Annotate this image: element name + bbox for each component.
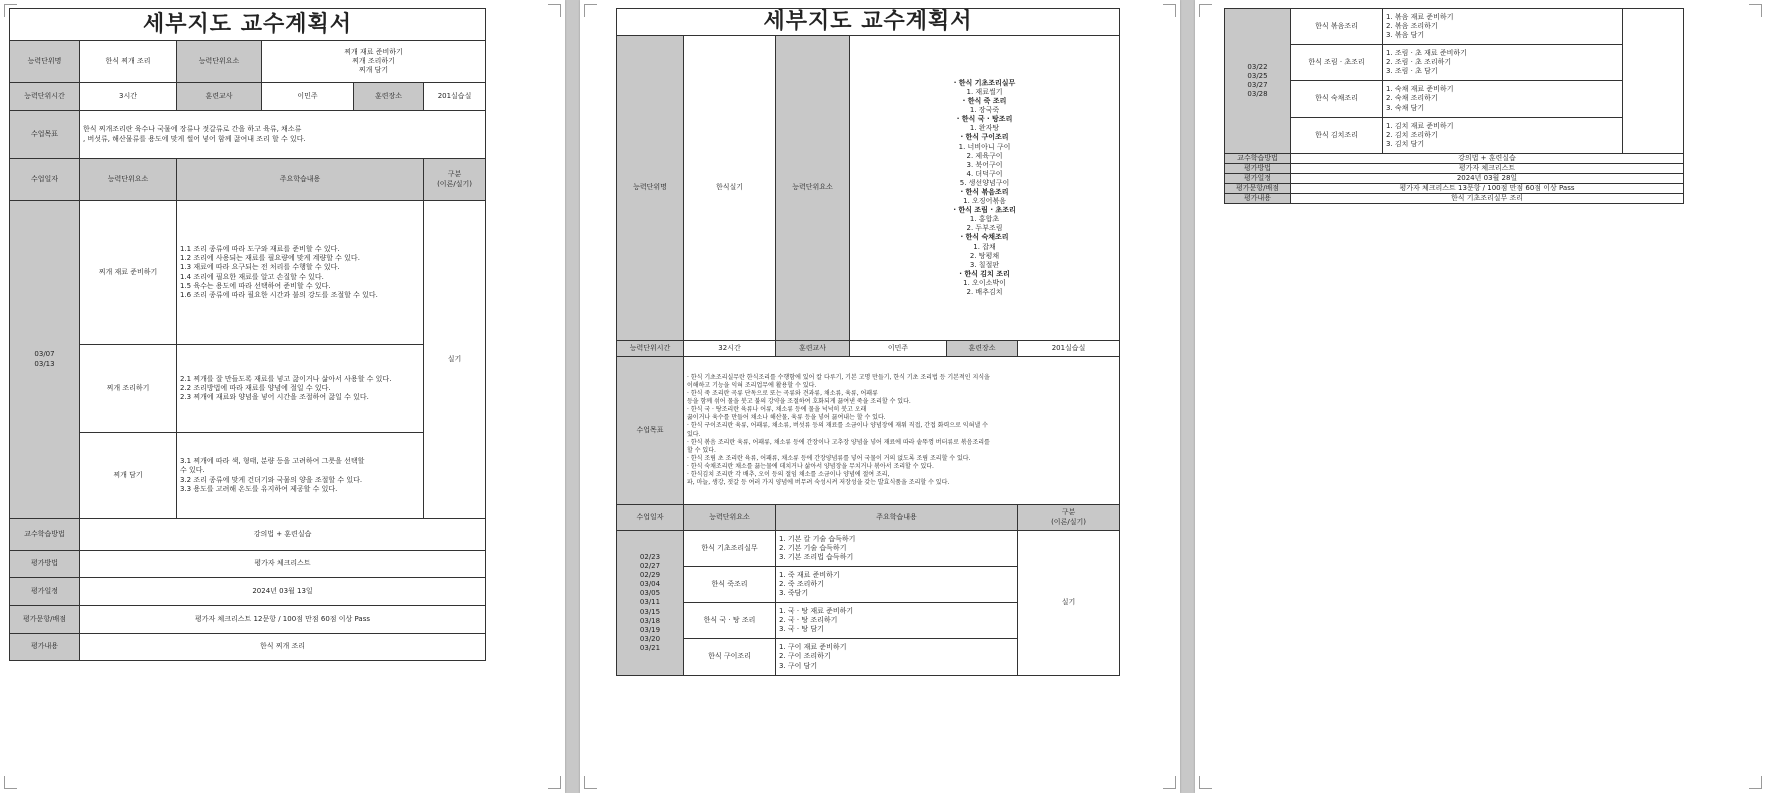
element-group-item: 1. 오이소박이 (963, 278, 1006, 287)
element-header: 능력단위요소 (684, 505, 776, 531)
date-list (10, 201, 80, 519)
content-line: 3.3 용도를 고려해 온도를 유지하여 제공할 수 있다. (180, 484, 338, 493)
method-value: 강의법 + 훈련실습 (1291, 154, 1684, 164)
eval-date-label: 평가일정 (10, 578, 80, 606)
hours-label: 능력단위시간 (617, 341, 684, 357)
content-line: 수 있다. (180, 466, 205, 475)
row-element: 찌개 재료 준비하기 (80, 201, 177, 345)
date-item: 03/25 (1247, 71, 1268, 80)
type-value: 실기 (424, 201, 486, 519)
goal-line: 할 수 있다. (687, 446, 716, 454)
content-line: 2. 숙채 조리하기 (1386, 94, 1438, 103)
row-element: 한식 기초조리실무 (684, 531, 776, 567)
element-group-item: 1. 너비아니 구이 (958, 142, 1011, 151)
eval-criteria-value: 평가자 체크리스트 12문항 / 100점 만점 60점 이상 Pass (80, 606, 486, 634)
element-group-heading: · 한식 볶음조리 (960, 188, 1009, 196)
date-item: 03/28 (1247, 90, 1268, 99)
date-item: 02/29 (639, 571, 661, 580)
place-label: 훈련장소 (947, 341, 1018, 357)
goal-line: 파, 마늘, 생강, 젓갈 등 여러 가지 양념에 버무려 숙성시켜 저장성을 갖는 발효식품을 조리할 수 있다. (687, 479, 950, 487)
eval-criteria-label: 평가문항/배점 (1225, 184, 1291, 194)
element-group-item: 2. 탕평채 (969, 251, 1000, 260)
element-group-heading: · 한식 숙채조리 (960, 233, 1009, 242)
element-group-heading: · 한식 기초조리실무 (953, 78, 1016, 87)
content-line: 2. 국 · 탕 조리하기 (779, 615, 838, 624)
row-element: 한식 국 · 탕 조리 (684, 603, 776, 639)
goal-line: · 한식김치 조리란 각 배추, 오이 등의 절임 채소를 소금이나 양념에 절여 조리, (687, 470, 890, 478)
goal-line: · 한식 조림 초 조리란 육류, 어패류, 채소류 등에 간장양념류를 넣어 국물이 거의 없도록 조림 조리할 수 있다. (687, 454, 971, 462)
row-content (1383, 9, 1623, 45)
goal-text (80, 111, 486, 159)
content-line: 2. 죽 조리하기 (779, 579, 824, 588)
element-group-item: 1. 잡채 (973, 242, 996, 251)
method-value: 강의법 + 훈련실습 (80, 519, 486, 551)
content-line: 2. 기본 기술 습득하기 (779, 543, 847, 552)
goal-line: 한식 찌개조리란 육수나 국물에 장류나 젓갈류로 간을 하고 육류, 채소류 (83, 125, 302, 134)
element-group-list (850, 36, 1120, 341)
eval-method-value: 평가자 체크리스트 (80, 551, 486, 578)
element-group-item: 2. 두부조림 (966, 224, 1003, 233)
content-line: 1. 김치 재료 준비하기 (1386, 121, 1454, 130)
page-corner-mark (4, 776, 17, 789)
page-corner-mark (548, 776, 561, 789)
row-element: 한식 조림 · 초조리 (1291, 45, 1383, 81)
method-label: 교수학습방법 (1225, 154, 1291, 164)
type-header: 구분 (이론/실기) (1018, 505, 1120, 531)
element-group-heading: · 한식 조림 · 초조리 (953, 206, 1016, 215)
content-line: 3. 국 · 탕 담기 (779, 625, 824, 634)
element-group-item: 1. 장국죽 (969, 106, 1000, 115)
element-item: 찌개 담기 (358, 66, 389, 75)
content-line: 3.2 조리 종류에 맞게 건더기와 국물의 양을 조절할 수 있다. (180, 475, 363, 484)
content-line: 1.3 재료에 따라 요구되는 전 처리를 수행할 수 있다. (180, 263, 340, 272)
element-group-item: 5. 생선양념구이 (959, 178, 1010, 187)
content-line: 1.5 육수는 용도에 따라 선택하여 준비할 수 있다. (180, 281, 331, 290)
eval-date-value: 2024년 03월 28일 (1291, 174, 1684, 184)
type-value: 실기 (1018, 531, 1120, 676)
element-item: 찌개 재료 준비하기 (344, 47, 403, 56)
page-corner-mark (1199, 4, 1212, 17)
date-item: 03/27 (1247, 81, 1268, 89)
row-content (177, 345, 424, 433)
lesson-plan-table (9, 8, 486, 661)
date-item: 03/20 (639, 634, 661, 643)
content-line: 1. 국 · 탕 재료 준비하기 (779, 606, 854, 615)
eval-date-label: 평가일정 (1225, 174, 1291, 184)
content-line: 3.1 찌개에 따라 색, 형태, 분량 등을 고려하여 그릇을 선택할 (180, 457, 365, 466)
date-item: 02/27 (639, 562, 661, 571)
element-header: 능력단위요소 (80, 159, 177, 201)
row-element: 한식 구이조리 (684, 639, 776, 676)
eval-method-label: 평가방법 (1225, 164, 1291, 174)
eval-content-label: 평가내용 (10, 634, 80, 661)
element-group-item: 4. 더덕구이 (966, 169, 1003, 178)
row-element: 한식 죽조리 (684, 567, 776, 603)
page-corner-mark (548, 4, 561, 17)
date-header: 수업일자 (10, 159, 80, 201)
page-corner-mark (1749, 776, 1762, 789)
goal-line: · 한식 구이조리란 육류, 어패류, 채소류, 버섯류 등의 재료를 소금이나 양념장에 재워 직접, 간접 화력으로 익혀낼 수 (687, 422, 988, 430)
eval-date-value: 2024년 03월 13일 (80, 578, 486, 606)
content-header: 주요학습내용 (177, 159, 424, 201)
document-page-3 (1195, 0, 1766, 793)
date-header: 수업일자 (617, 505, 684, 531)
content-line: 2. 구이 조리하기 (779, 652, 831, 661)
element-group-item: 2. 배추김치 (966, 288, 1003, 297)
eval-content-value: 한식 기초조리실무 조리 (1291, 194, 1684, 204)
page-corner-mark (1199, 776, 1212, 789)
content-header: 주요학습내용 (776, 505, 1018, 531)
type-value (1623, 9, 1684, 154)
place-value: 201실습실 (424, 83, 486, 111)
goal-text (684, 357, 1120, 505)
date-item: 02/23 (639, 552, 661, 561)
date-item: 03/15 (639, 607, 661, 616)
content-line: 1. 볶음 재료 준비하기 (1386, 12, 1454, 21)
lesson-plan-table (616, 8, 1120, 676)
date-item: 03/04 (639, 580, 661, 589)
goal-line: · 한식 국 · 탕조리란 육류나 어류, 채소류 등에 물을 넉넉히 붓고 오래 (687, 406, 867, 414)
row-element: 찌개 담기 (80, 433, 177, 519)
element-group-item: 3. 북어구이 (966, 160, 1003, 169)
document-title: 세부지도 교수계획서 (617, 9, 1120, 36)
content-line: 3. 김치 담기 (1386, 140, 1425, 149)
hours-value: 32시간 (684, 341, 776, 357)
eval-criteria-value: 평가자 체크리스트 13문항 / 100점 만점 60점 이상 Pass (1291, 184, 1684, 194)
content-line: 1. 구이 재료 준비하기 (779, 643, 847, 652)
document-title: 세부지도 교수계획서 (10, 9, 486, 41)
date-item: 03/05 (639, 589, 661, 598)
goal-line: · 한식 죽 조리란 곡류 단독으로 또는 곡류와 견과류, 채소류, 육류, 어패류 (687, 390, 878, 398)
unit-name-label: 능력단위명 (10, 41, 80, 83)
element-list (262, 41, 486, 83)
element-label: 능력단위요소 (776, 36, 850, 341)
content-line: 3. 구이 담기 (779, 661, 818, 670)
date-item: 03/07 (34, 350, 55, 359)
method-label: 교수학습방법 (10, 519, 80, 551)
row-element: 한식 김치조리 (1291, 118, 1383, 154)
element-label: 능력단위요소 (177, 41, 262, 83)
unit-name-value: 한식실기 (684, 36, 776, 341)
element-group-heading: · 한식 죽 조리 (962, 97, 1007, 106)
page-corner-mark (584, 776, 597, 789)
date-item: 03/19 (639, 625, 661, 634)
content-line: 2.2 조리방법에 따라 재료를 양념에 절일 수 있다. (180, 383, 331, 392)
element-group-item: 1. 오징어볶음 (963, 197, 1006, 206)
place-value: 201실습실 (1018, 341, 1120, 357)
goal-line: · 한식 기초조리실무란 한식조리를 수행함에 있어 칼 다루기, 기본 고명 만들기, 한식 기초 조리법 등 기본적인 지식을 (687, 373, 990, 381)
teacher-label: 훈련교사 (177, 83, 262, 111)
content-line: 2. 볶음 조리하기 (1386, 21, 1438, 30)
content-line: 3. 죽담기 (779, 589, 809, 598)
place-label: 훈련장소 (354, 83, 424, 111)
content-line: 1.1 조리 종류에 따라 도구와 재료를 준비할 수 있다. (180, 245, 340, 254)
row-element: 한식 볶음조리 (1291, 9, 1383, 45)
goal-line: , 버섯류, 해산물류를 용도에 맞게 썰어 넣어 함께 끓여내 조리 할 수 있다. (83, 134, 306, 143)
row-content (776, 603, 1018, 639)
date-list (1225, 9, 1291, 154)
page-corner-mark (1749, 4, 1762, 17)
teacher-value: 이민주 (262, 83, 354, 111)
content-line: 3. 숙채 담기 (1386, 103, 1425, 112)
page-corner-mark (584, 4, 597, 17)
element-group-heading: · 한식 구이조리 (960, 133, 1009, 142)
date-item: 03/22 (1247, 62, 1268, 71)
unit-name-value: 한식 찌개 조리 (80, 41, 177, 83)
date-list (617, 531, 684, 676)
eval-content-value: 한식 찌개 조리 (80, 634, 486, 661)
goal-line: 있다. (687, 430, 701, 438)
goal-label: 수업목표 (617, 357, 684, 505)
element-group-item: 1. 홍합초 (969, 215, 1000, 224)
goal-label: 수업목표 (10, 111, 80, 159)
page-corner-mark (1163, 4, 1176, 17)
row-content (1383, 118, 1623, 154)
element-group-item: 3. 칠절판 (969, 260, 1000, 269)
goal-line: · 한식 볶음 조리란 육류, 어패류, 채소류 등에 간장이나 고추장 양념을 넣어 재료에 따라 솥뚜껑 버터류로 볶음조리를 (687, 438, 990, 446)
eval-method-value: 평가자 체크리스트 (1291, 164, 1684, 174)
content-line: 1.4 조리에 필요한 재료를 알고 손질할 수 있다. (180, 272, 324, 281)
content-line: 2. 김치 조리하기 (1386, 130, 1438, 139)
goal-line: · 한식 숙채조리란 채소를 끓는물에 데치거나 삶아서 양념장을 무치거나 볶아서 조리할 수 있다. (687, 462, 934, 470)
teacher-label: 훈련교사 (776, 341, 850, 357)
row-content (177, 433, 424, 519)
hours-value: 3시간 (80, 83, 177, 111)
content-line: 1. 기본 칼 기술 습득하기 (779, 534, 856, 543)
date-item: 03/11 (639, 598, 661, 607)
goal-line: 끓이거나 육수를 만들어 채소나 해산물, 육류 등을 넣어 끓여내는 할 수 있다. (687, 414, 886, 422)
element-group-item: 1. 완자탕 (969, 124, 1000, 133)
content-line: 1. 조림 · 초 재료 준비하기 (1386, 48, 1467, 57)
row-content (1383, 45, 1623, 81)
date-item: 03/13 (34, 359, 55, 368)
content-line: 1. 죽 재료 준비하기 (779, 570, 840, 579)
element-group-item: 2. 제육구이 (966, 151, 1003, 160)
date-item: 03/21 (639, 643, 661, 652)
document-page-2 (580, 0, 1180, 793)
row-content (776, 531, 1018, 567)
element-item: 찌개 조리하기 (352, 56, 395, 65)
content-line: 1.2 조리에 사용되는 재료를 필요량에 맞게 계량할 수 있다. (180, 254, 360, 263)
content-line: 1. 숙채 재료 준비하기 (1386, 85, 1454, 94)
row-content (776, 639, 1018, 676)
row-content (177, 201, 424, 345)
content-line: 3. 볶음 담기 (1386, 31, 1425, 40)
date-item: 03/18 (639, 616, 661, 625)
type-header: 구분 (이론/실기) (424, 159, 486, 201)
content-line: 2.3 찌개에 재료와 양념을 넣어 시간을 조절하여 끓일 수 있다. (180, 393, 369, 402)
lesson-plan-table-continued (1224, 8, 1684, 204)
eval-content-label: 평가내용 (1225, 194, 1291, 204)
content-line: 1.6 조리 종류에 따라 필요한 시간과 불의 강도를 조절할 수 있다. (180, 290, 378, 299)
hours-label: 능력단위시간 (10, 83, 80, 111)
teacher-value: 이민주 (850, 341, 947, 357)
page-corner-mark (1163, 776, 1176, 789)
eval-method-label: 평가방법 (10, 551, 80, 578)
row-content (1383, 81, 1623, 118)
content-line: 3. 기본 조리법 습득하기 (779, 553, 854, 562)
element-group-heading: · 한식 김치 조리 (959, 269, 1010, 278)
row-content (776, 567, 1018, 603)
document-page-1 (0, 0, 565, 793)
goal-line: 이해하고 기능을 익혀 조리업무에 활용할 수 있다. (687, 381, 817, 389)
content-line: 3. 조림 · 초 담기 (1386, 67, 1438, 76)
content-line: 2. 조림 · 초 조리하기 (1386, 57, 1452, 66)
goal-line: 등을 함께 섞어 물을 붓고 불의 강약을 조절하여 호화되게 끓여낸 죽을 조리할 수 있다. (687, 398, 911, 406)
element-group-heading: · 한식 국 · 탕조리 (956, 115, 1013, 124)
content-line: 2.1 찌개를 잘 만들도록 재료를 넣고 끓이거나 삶아서 사용할 수 있다. (180, 374, 392, 383)
row-element: 찌개 조리하기 (80, 345, 177, 433)
row-element: 한식 숙채조리 (1291, 81, 1383, 118)
eval-criteria-label: 평가문항/배점 (10, 606, 80, 634)
element-group-item: 1. 재료썰기 (966, 87, 1003, 96)
unit-name-label: 능력단위명 (617, 36, 684, 341)
